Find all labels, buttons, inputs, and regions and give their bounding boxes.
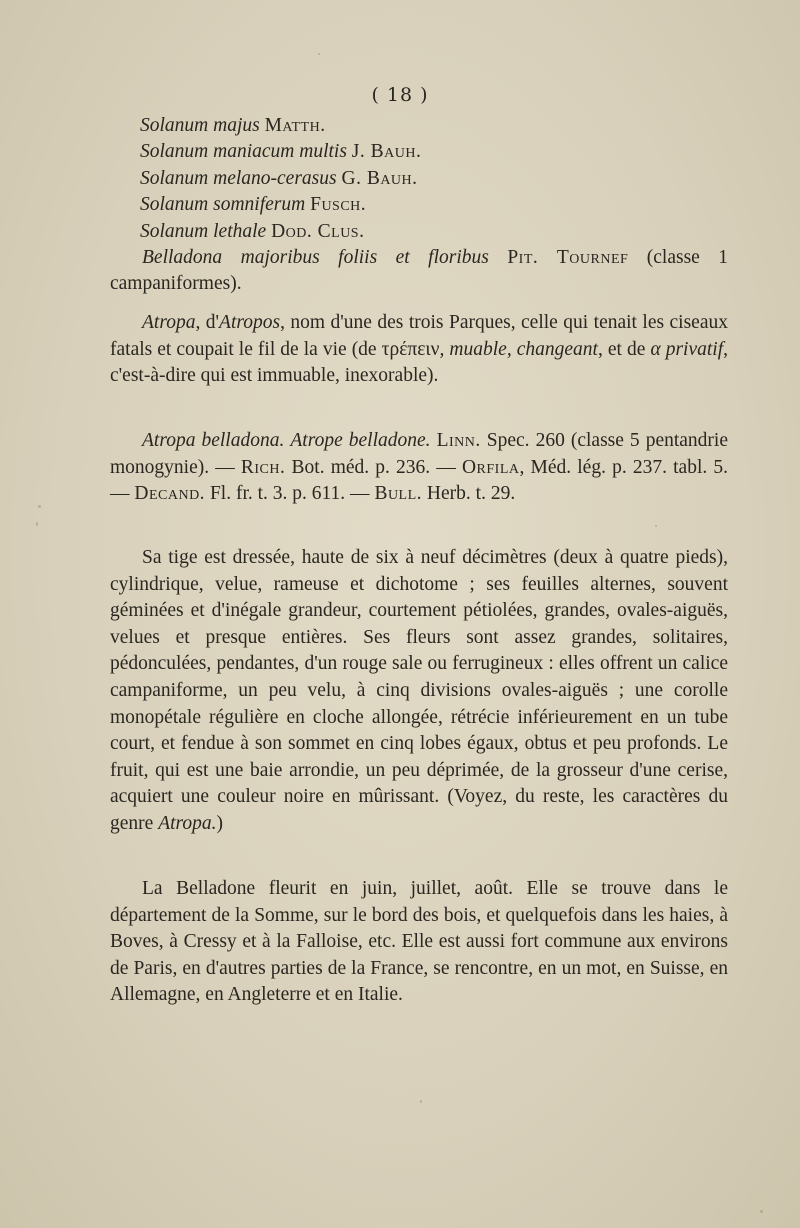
reference-text: Spec. 260 (classe 5 pentandrie monogynie). — xyxy=(110,430,729,478)
reference-paragraph xyxy=(110,428,728,508)
synonym-item xyxy=(110,166,728,192)
synonym-author: Pit. Tournef xyxy=(507,247,629,269)
synonym-name: Solanum maniacum multis xyxy=(140,141,347,163)
etymology-origin: Atropos xyxy=(219,312,281,333)
synonym-item xyxy=(110,245,728,298)
reference-author: Rich. xyxy=(240,456,286,478)
synonym-name: Solanum majus xyxy=(140,115,260,136)
etymology-text: , et de xyxy=(597,338,651,360)
reference-text: Bot. méd. p. 236. — xyxy=(285,456,462,478)
habitat-text: La Belladone fleurit en juin, juillet, août. Elle se trouve dans le département de la Somme, sur le bord des bois, et quelquefois dans les haies, à Boves, à Cressy et à la Falloise, etc. Elle est aussi fort commune aux environs de Paris, en d'autres parties de la France, se rencontre, en un mot, en Suisse, en Allemagne, en Angleterre et en Italie. xyxy=(110,878,728,1006)
reference-author: Orfila xyxy=(461,456,520,478)
reference-latin: Atropa belladona. xyxy=(142,430,285,451)
synonym-item xyxy=(110,219,728,245)
etymology-greek: τρέπειν xyxy=(381,338,440,360)
page-number: ( 18 ) xyxy=(371,84,429,106)
etymology-text: , nom d'une des trois Parques, celle qui tenait les ciseaux fatals et coupait le fil de la vie (de xyxy=(110,312,728,360)
synonym-item xyxy=(110,139,728,165)
synonym-author: G. Bauh. xyxy=(341,167,418,189)
synonym-author: Fusch. xyxy=(310,194,367,216)
reference-french: Atrope belladone. xyxy=(290,430,431,451)
etymology-text: , c'est-à-dire qui est immuable, inexorable). xyxy=(110,338,728,387)
reference-author: Linn. xyxy=(436,430,481,451)
synonym-list xyxy=(110,113,728,298)
synonym-item xyxy=(110,192,728,218)
reference-author: Decand. xyxy=(134,483,206,505)
description-end: ) xyxy=(216,812,224,834)
etymology-genus: Atropa xyxy=(142,312,196,333)
synonym-name: Solanum somniferum xyxy=(140,194,306,216)
description-paragraph xyxy=(110,545,728,838)
etymology-privative: α privatif xyxy=(650,338,724,360)
synonym-note: (classe 1 campaniformes). xyxy=(110,247,729,295)
synonym-author: J. Bauh. xyxy=(351,141,422,163)
synonym-author: Matth. xyxy=(264,115,326,136)
description-text: Sa tige est dressée, haute de six à neuf décimètres (deux à quatre pieds), cylindrique, velue, rameuse et dichotome ; ses feuilles alternes, souvent géminées et d'inégale grandeur, courtement pétiolées, grandes, ovales-aiguës, velues et presque entières. Ses fleurs sont assez grandes, solitaires, pédonculées, pendantes, d'un rouge sale ou ferrugineux : elles offrent un calice campaniforme, un peu velu, à cinq divisions ovales-aiguës ; une corolle monopétale régulière en cloche allongée, rétrécie inférieurement en un tube court, et fendue à son sommet en cinq lobes égaux, obtus et peu profonds. Le fruit, qui est une baie arrondie, un peu déprimée, de la grosseur d'une cerise, acquiert une couleur noire en mûrissant. (Voyez, du reste, les caractères du genre xyxy=(110,547,728,834)
synonym-name: Solanum lethale xyxy=(140,220,267,242)
reference-text: Fl. fr. t. 3. p. 611. — xyxy=(205,483,375,505)
synonym-name: Belladona majoribus foliis et floribus xyxy=(142,247,489,269)
reference-author: Bull. xyxy=(374,483,423,505)
description-genus-ref: Atropa. xyxy=(158,812,217,834)
etymology-sep: , d' xyxy=(195,312,220,333)
reference-text: Herb. t. 29. xyxy=(422,483,516,505)
habitat-paragraph xyxy=(110,876,728,1009)
etymology-paragraph xyxy=(110,310,728,390)
etymology-meaning: , muable, changeant xyxy=(439,338,598,360)
synonym-item xyxy=(110,113,728,139)
reference-text: , Méd. lég. p. 237. tabl. 5. — xyxy=(110,456,729,505)
synonym-author: Dod. Clus. xyxy=(271,220,365,242)
synonym-name: Solanum melano-cerasus xyxy=(140,167,337,189)
